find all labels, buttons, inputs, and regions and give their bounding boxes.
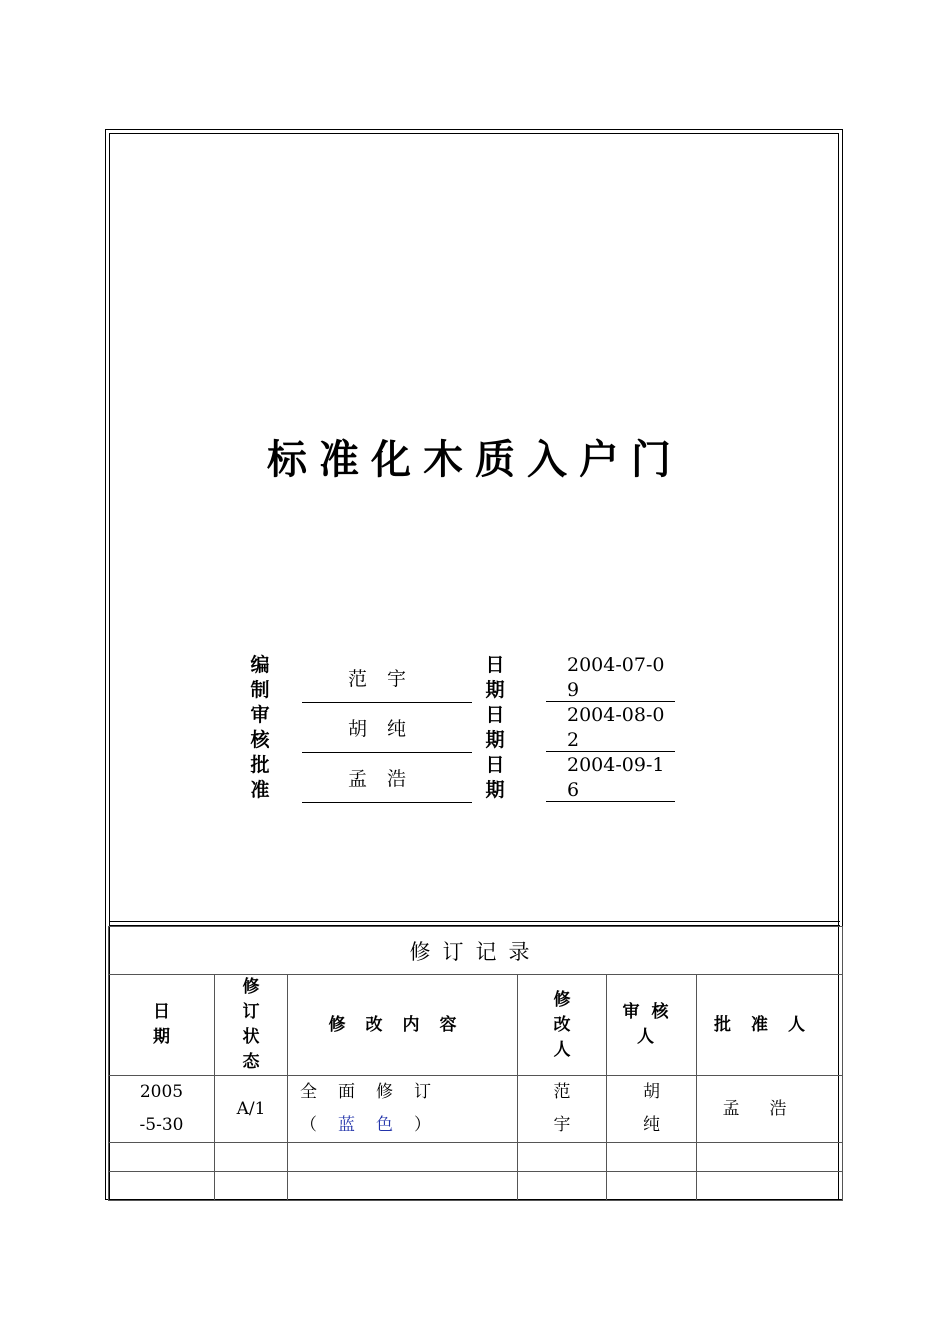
signoff-date: 2004-08-02: [546, 703, 675, 752]
cell-approver: 孟浩: [697, 1076, 843, 1143]
header-reviewer: [607, 975, 697, 1076]
header-content: [288, 975, 518, 1076]
cell-modifier: 范宇: [518, 1076, 607, 1143]
signoff-role: 批准: [250, 754, 270, 801]
signoff-row-approved: [235, 753, 685, 803]
table-row: [109, 1172, 843, 1201]
signoff-role: 编制: [250, 654, 270, 701]
header-reviewer-label: 审核人: [622, 1002, 681, 1047]
header-approver: [697, 975, 843, 1076]
table-row: [109, 1076, 843, 1143]
content-color-text: 蓝色: [338, 1115, 414, 1135]
signoff-date: 2004-09-16: [546, 753, 675, 802]
signoff-row-reviewed: [235, 703, 685, 753]
header-status-label: 修订状态: [242, 977, 260, 1072]
signoff-date: 2004-07-09: [546, 653, 675, 702]
signoff-name: 范宇: [302, 653, 472, 703]
revision-table: [108, 926, 843, 1201]
cell-content: 全面修订（蓝色）: [288, 1076, 518, 1143]
document-title: 标准化木质入户门: [267, 437, 683, 483]
signoff-date-label: 日期: [485, 754, 505, 801]
signoff-block: [235, 653, 685, 803]
cell-status: A/1: [215, 1076, 288, 1143]
signoff-date-label: 日期: [485, 704, 505, 751]
header-modifier-label: 修改人: [553, 989, 571, 1060]
header-date-label: 日期: [153, 1002, 170, 1047]
header-approver-label: 批准人: [714, 1014, 826, 1035]
signoff-name: 孟浩: [302, 753, 472, 803]
header-modifier: [518, 975, 607, 1076]
revision-title: 修订记录: [109, 927, 843, 975]
header-date: [109, 975, 215, 1076]
signoff-role: 审核: [250, 704, 270, 751]
signoff-name: 胡纯: [302, 703, 472, 753]
signoff-row-prepared: [235, 653, 685, 703]
table-row: [109, 1143, 843, 1172]
cell-reviewer: 胡纯: [607, 1076, 697, 1143]
header-status: [215, 975, 288, 1076]
signoff-date-label: 日期: [485, 654, 505, 701]
header-content-label: 修改内容: [328, 1014, 477, 1035]
cell-date: 2005-5-30: [109, 1076, 215, 1143]
